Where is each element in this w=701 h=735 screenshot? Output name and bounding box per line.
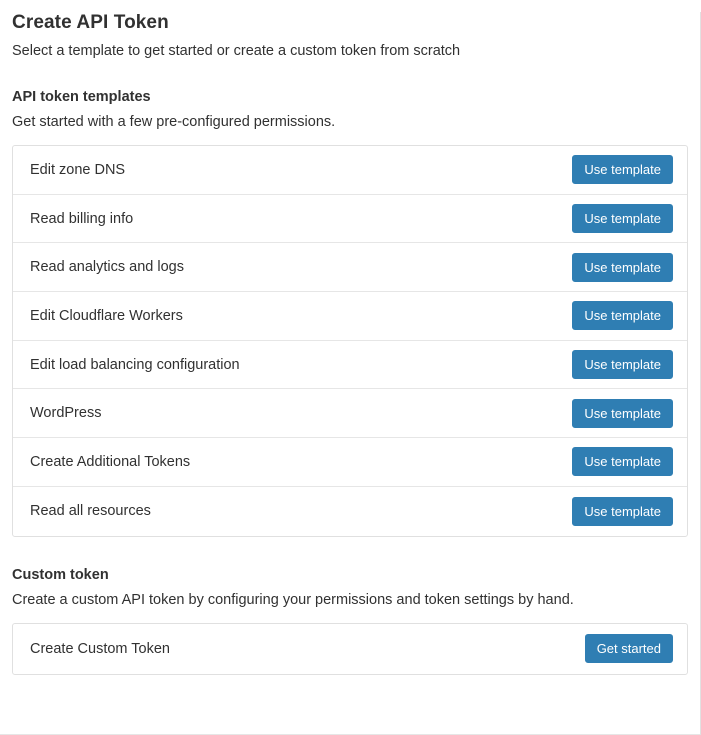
use-template-button[interactable]: Use template	[572, 204, 673, 233]
table-row	[13, 487, 687, 536]
create-api-token-page	[0, 12, 701, 735]
use-template-button[interactable]: Use template	[572, 447, 673, 476]
table-row	[13, 146, 687, 195]
custom-token-card	[12, 623, 688, 675]
use-template-button[interactable]: Use template	[572, 253, 673, 282]
custom-token-section-description: Create a custom API token by configuring your permissions and token settings by hand.	[12, 591, 574, 608]
table-row	[13, 341, 687, 390]
use-template-button[interactable]: Use template	[572, 497, 673, 526]
template-name: Read all resources	[30, 503, 151, 520]
table-row	[13, 624, 687, 674]
template-name: Read billing info	[30, 210, 134, 227]
custom-token-label: Create Custom Token	[30, 640, 170, 657]
get-started-button[interactable]: Get started	[585, 634, 673, 663]
table-row	[13, 292, 687, 341]
use-template-button[interactable]: Use template	[572, 301, 673, 330]
template-name: Edit load balancing configuration	[30, 356, 240, 373]
table-row	[13, 438, 687, 487]
template-name: Edit Cloudflare Workers	[30, 307, 183, 324]
use-template-button[interactable]: Use template	[572, 155, 673, 184]
table-row	[13, 243, 687, 292]
page-subtitle: Select a template to get started or create a custom token from scratch	[12, 43, 461, 59]
custom-token-section-heading: Custom token	[12, 566, 109, 583]
template-name: Create Additional Tokens	[30, 453, 191, 470]
template-name: Read analytics and logs	[30, 259, 184, 276]
template-name: WordPress	[30, 405, 102, 422]
table-row	[13, 195, 687, 244]
api-token-templates-list	[12, 145, 688, 537]
table-row	[13, 389, 687, 438]
templates-section-heading: API token templates	[12, 89, 151, 105]
template-name: Edit zone DNS	[30, 161, 126, 178]
use-template-button[interactable]: Use template	[572, 399, 673, 428]
use-template-button[interactable]: Use template	[572, 350, 673, 379]
page-title: Create API Token	[12, 12, 169, 33]
templates-section-description: Get started with a few pre-configured permissions.	[12, 114, 336, 130]
